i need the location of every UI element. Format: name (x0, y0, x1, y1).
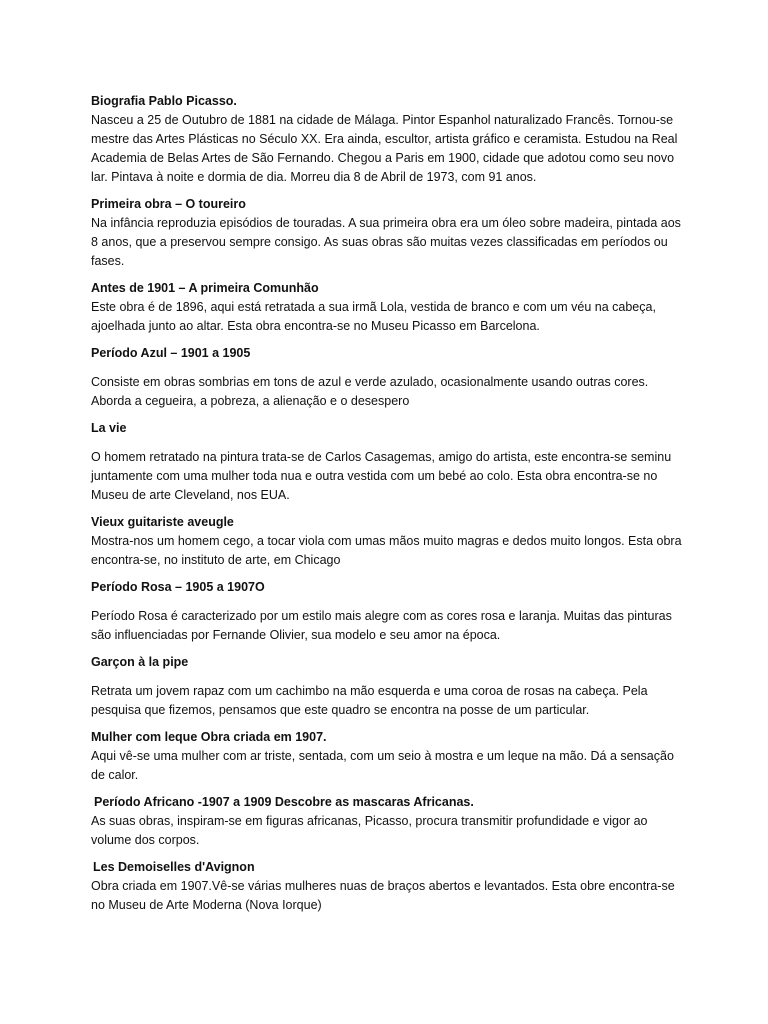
section-mulher-com-leque (91, 728, 691, 785)
document-page (91, 92, 691, 923)
section-body: Na infância reproduzia episódios de touradas. A sua primeira obra era um óleo sobre madeira, pintada aos 8 anos, que a preservou sempre consigo. As suas obras são muitas vezes classificadas em períodos ou fases. (91, 216, 681, 268)
section-body: Consiste em obras sombrias em tons de azul e verde azulado, ocasionalmente usando outras cores. Aborda a cegueira, a pobreza, a alienação e o desespero (91, 375, 649, 408)
section-vieux-guitariste (91, 513, 691, 570)
section-antes-1901 (91, 279, 691, 336)
section-heading: Mulher com leque Obra criada em 1907. (91, 730, 327, 744)
section-periodo-rosa (91, 578, 691, 645)
section-body: As suas obras, inspiram-se em figuras africanas, Picasso, procura transmitir profundidade e vigor ao volume dos corpos. (91, 814, 648, 847)
section-la-vie (91, 419, 691, 505)
section-body: O homem retratado na pintura trata-se de Carlos Casagemas, amigo do artista, este encontra-se seminu juntamente com uma mulher toda nua e outra vestida com um bebé ao colo. Esta obra encontra-se no Museu de arte Cleveland, nos EUA. (91, 450, 672, 502)
section-garcon-a-la-pipe (91, 653, 691, 720)
section-biografia (91, 92, 691, 187)
section-heading: Período Rosa – 1905 a 1907O (91, 580, 265, 594)
section-body: Aqui vê-se uma mulher com ar triste, sentada, com um seio à mostra e um leque na mão. Dá a sensação de calor. (91, 749, 674, 782)
section-heading: Primeira obra – O toureiro (91, 197, 246, 211)
section-heading: Período Africano -1907 a 1909 Descobre as mascaras Africanas. (94, 795, 474, 809)
section-body: Obra criada em 1907.Vê-se várias mulheres nuas de braços abertos e levantados. Esta obre encontra-se no Museu de Arte Moderna (Nova Iorque) (91, 879, 675, 912)
section-periodo-azul (91, 344, 691, 411)
section-heading: La vie (91, 421, 127, 435)
section-heading: Período Azul – 1901 a 1905 (91, 346, 251, 360)
section-primeira-obra (91, 195, 691, 271)
section-heading: Antes de 1901 – A primeira Comunhão (91, 281, 319, 295)
section-les-demoiselles (91, 858, 691, 915)
section-body: Mostra-nos um homem cego, a tocar viola com umas mãos muito magras e dedos muito longos. Esta obra encontra-se, no instituto de arte, em Chicago (91, 534, 682, 567)
section-body: Retrata um jovem rapaz com um cachimbo na mão esquerda e uma coroa de rosas na cabeça. Pela pesquisa que fizemos, pensamos que este quadro se encontra na posse de um particular. (91, 684, 648, 717)
section-heading: Garçon à la pipe (91, 655, 189, 669)
section-body: Nasceu a 25 de Outubro de 1881 na cidade de Málaga. Pintor Espanhol naturalizado Francês. Tornou-se mestre das Artes Plásticas no Século XX. Era ainda, escultor, artista gráfico e ceramista. Estudou na Real Academia de Belas Artes de São Fernando. Chegou a Paris em 1900, cidade que adotou como seu novo lar. Pintava à noite e dormia de dia. Morreu dia 8 de Abril de 1973, com 91 anos. (91, 113, 678, 184)
section-periodo-africano (91, 793, 691, 850)
section-heading: Les Demoiselles d'Avignon (93, 860, 255, 874)
section-heading: Biografia Pablo Picasso. (91, 94, 237, 108)
section-body: Período Rosa é caracterizado por um estilo mais alegre com as cores rosa e laranja. Muitas das pinturas são influenciadas por Fernande Olivier, sua modelo e seu amor na época. (91, 609, 672, 642)
section-heading: Vieux guitariste aveugle (91, 515, 234, 529)
section-body: Este obra é de 1896, aqui está retratada a sua irmã Lola, vestida de branco e com um véu na cabeça, ajoelhada junto ao altar. Esta obra encontra-se no Museu Picasso em Barcelona. (91, 300, 656, 333)
